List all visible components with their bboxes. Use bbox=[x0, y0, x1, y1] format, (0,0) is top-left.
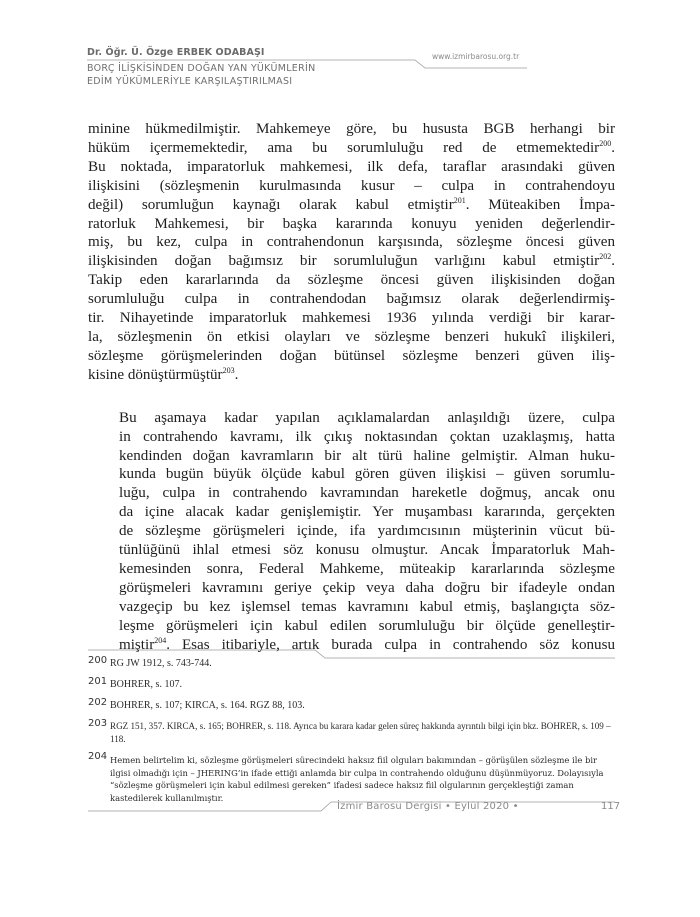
text-line bbox=[88, 636, 615, 655]
footnote-number: 200 bbox=[88, 655, 108, 666]
text-segment: la, sözleşmenin ön etkisi olayları ve sözleşme benzeri hukukî ilişkileri, bbox=[88, 328, 615, 345]
footnote-text: RG JW 1912, s. 743-744. bbox=[110, 658, 212, 669]
text-segment: vazgeçip bu kez işlemsel temas kavramını kabul etmiş, başlangıçta söz- bbox=[119, 598, 615, 615]
text-line bbox=[88, 617, 615, 636]
text-segment: ratorluk Mahkemesi, bir başka kararında konuyu yeniden değerlendir- bbox=[88, 215, 615, 232]
header-title-line: BORÇ İLİŞKİSİNDEN DOĞAN YAN YÜKÜMLERİN bbox=[87, 63, 316, 74]
text-segment: kisine dönüştürmüştür bbox=[88, 366, 223, 383]
text-line bbox=[88, 503, 615, 522]
text-line bbox=[88, 579, 615, 598]
text-segment: kunda bugün büyük ölçüde kabul gören güven ilişkisi – güven sorumlu- bbox=[119, 466, 615, 483]
footnote-text: RGZ 151, 357. KIRCA, s. 165; BOHRER, s. 118. Ayrıca bu karara kadar gelen süreç hakkında ayrıntılı bilgi için bkz. BOHRER, s. 109 – 118. bbox=[110, 721, 611, 744]
footnote-reference[interactable]: 200 bbox=[599, 138, 612, 148]
text-line bbox=[88, 598, 615, 617]
text-segment: . Esas itibariyle, artık burada culpa in contrahendo söz konusu bbox=[166, 636, 615, 653]
text-segment: sorumluluğu culpa in contrahendodan bağımsız olarak değerlendirmiş- bbox=[88, 291, 615, 308]
text-line bbox=[88, 560, 615, 579]
footnote bbox=[88, 720, 615, 746]
article-body bbox=[88, 120, 615, 654]
text-segment: . bbox=[611, 253, 615, 270]
text-segment: Takip eden kararlarında da sözleşme öncesi güven ilişkisinden doğan bbox=[88, 272, 615, 289]
footnote bbox=[88, 751, 615, 804]
text-line bbox=[88, 409, 615, 428]
text-segment: miş, bu kez, culpa in contrahendonun karşısında, sözleşme öncesi güven bbox=[88, 234, 615, 251]
text-segment: miştir bbox=[119, 636, 155, 653]
text-segment: minine hükmedilmiştir. Mahkemeye göre, bu hususta BGB herhangi bir bbox=[88, 121, 615, 137]
footnote bbox=[88, 699, 615, 712]
text-segment: . bbox=[234, 366, 239, 383]
footnote-text: BOHRER, s. 107. bbox=[110, 679, 182, 690]
text-line bbox=[88, 215, 615, 234]
footnote-text: BOHRER, s. 107; KIRCA, s. 164. RGZ 88, 103. bbox=[110, 700, 305, 711]
text-line bbox=[88, 252, 615, 271]
text-line bbox=[88, 328, 615, 347]
header-title-line: EDİM YÜKÜMLERİYLE KARŞILAŞTIRILMASI bbox=[87, 76, 293, 87]
paragraph-2 bbox=[88, 409, 615, 655]
footnote-number: 203 bbox=[88, 718, 108, 729]
text-segment: de sözleşme görüşmeleri içinde, ifa yardımcısının müşterinin vücut bü- bbox=[119, 523, 615, 540]
text-segment: luğu, culpa in contrahendo kavramından hareketle doğmuş, ancak onu bbox=[119, 485, 615, 502]
text-line bbox=[88, 522, 615, 541]
text-segment: da içine alacak kadar genişlemiştir. Yer muşambası kararında, gerçekten bbox=[119, 504, 615, 521]
text-line bbox=[88, 484, 615, 503]
text-line bbox=[88, 541, 615, 560]
text-segment: ilişkisinden doğan bağımsız bir sorumluluğun varlığını kabul etmiştir bbox=[88, 253, 600, 270]
text-segment: . Müteakiben İmpa- bbox=[465, 196, 615, 213]
text-line bbox=[88, 139, 615, 158]
text-segment: görüşmeleri kavramını geriye çekip veya daha doğru bir ifadeyle ondan bbox=[119, 579, 615, 596]
footnote-reference[interactable]: 203 bbox=[222, 365, 235, 375]
footnote-reference[interactable]: 202 bbox=[599, 252, 612, 262]
text-segment: kemesinden sonra, Federal Mahkeme, müteakip kararlarında sözleşme bbox=[119, 560, 615, 577]
header-author: Dr. Öğr. Ü. Özge ERBEK ODABAŞI bbox=[87, 47, 265, 58]
text-line bbox=[88, 290, 615, 309]
text-line bbox=[88, 366, 615, 385]
footnote bbox=[88, 657, 615, 670]
text-segment: sözleşme görüşmelerinden doğan bütünsel sözleşme benzeri güven iliş- bbox=[88, 347, 615, 364]
footnote-reference[interactable]: 204 bbox=[154, 635, 167, 645]
text-segment: in contrahendo kavramı, ilk çıkış noktasından çoktan uzaklaşmış, hatta bbox=[119, 428, 615, 445]
text-line bbox=[88, 177, 615, 196]
text-line bbox=[88, 158, 615, 177]
footnote-text: Hemen belirtelim ki, sözleşme görüşmeleri sürecindeki haksız fiil olguları bakımından – görüşülen sözleşme ile bir ilgisi olmadığı için – JHERING’in ifade ettiği anlamda bir culpa in contrahendo olduğunu düşünmüyoruz. Dolayısıyla “sözleşme görüşmeleri için kabul edilmesi gereken” ifadesi sadece haksız fiil olgularının gerçekleştiği zaman kastedilerek kullanılmıştır. bbox=[110, 755, 604, 803]
text-line bbox=[88, 196, 615, 215]
text-line bbox=[88, 309, 615, 328]
text-segment: kendinden doğan kavramların bir alt türü haline gelmiştir. Alman huku- bbox=[119, 447, 615, 464]
text-line bbox=[88, 428, 615, 447]
footnote bbox=[88, 678, 615, 691]
text-segment: değil) sorumluğun kaynağı olarak kabul etmiştir bbox=[88, 196, 454, 213]
text-segment: Bu noktada, imparatorluk mahkemesi, ilk defa, taraflar arasındaki güven bbox=[88, 158, 615, 175]
text-segment: ilişkisini (sözleşmenin kurulmasında kusur – culpa in contrahendoyu bbox=[88, 177, 615, 194]
text-segment: Bu aşamaya kadar yapılan açıklamalardan anlaşıldığı üzere, culpa bbox=[119, 409, 615, 426]
text-line bbox=[88, 233, 615, 252]
footnote-reference[interactable]: 201 bbox=[453, 195, 466, 205]
text-segment: leşme görüşmeleri için kabul edilen sorumluluğu bir ölçüde genelleştir- bbox=[119, 617, 615, 634]
text-line bbox=[88, 465, 615, 484]
footnote-number: 201 bbox=[88, 676, 108, 687]
footnote-number: 204 bbox=[88, 751, 108, 762]
text-line bbox=[88, 347, 615, 366]
text-segment: tir. Nihayetinde imparatorluk mahkemesi 1936 yılında verdiği bir karar- bbox=[88, 310, 615, 327]
text-segment: . bbox=[611, 139, 615, 156]
text-line bbox=[88, 271, 615, 290]
paragraph-1 bbox=[88, 120, 615, 385]
footer-journal-info: İzmir Barosu Dergisi • Eylül 2020 • bbox=[337, 801, 519, 812]
header-website-link[interactable]: www.izmirbarosu.org.tr bbox=[432, 52, 520, 61]
footnote-number: 202 bbox=[88, 697, 108, 708]
text-segment: tünlüğünü ihlal etmesi söz konusu olmuştur. Ancak İmparatorluk Mah- bbox=[119, 542, 615, 559]
footnotes bbox=[88, 657, 615, 812]
text-line bbox=[88, 447, 615, 466]
text-line bbox=[88, 120, 615, 139]
page-number: 117 bbox=[601, 801, 621, 812]
header-article-title bbox=[87, 62, 316, 88]
text-segment: hüküm içermemektedir, ama bu sorumluluğu red de etmemektedir bbox=[88, 139, 600, 156]
